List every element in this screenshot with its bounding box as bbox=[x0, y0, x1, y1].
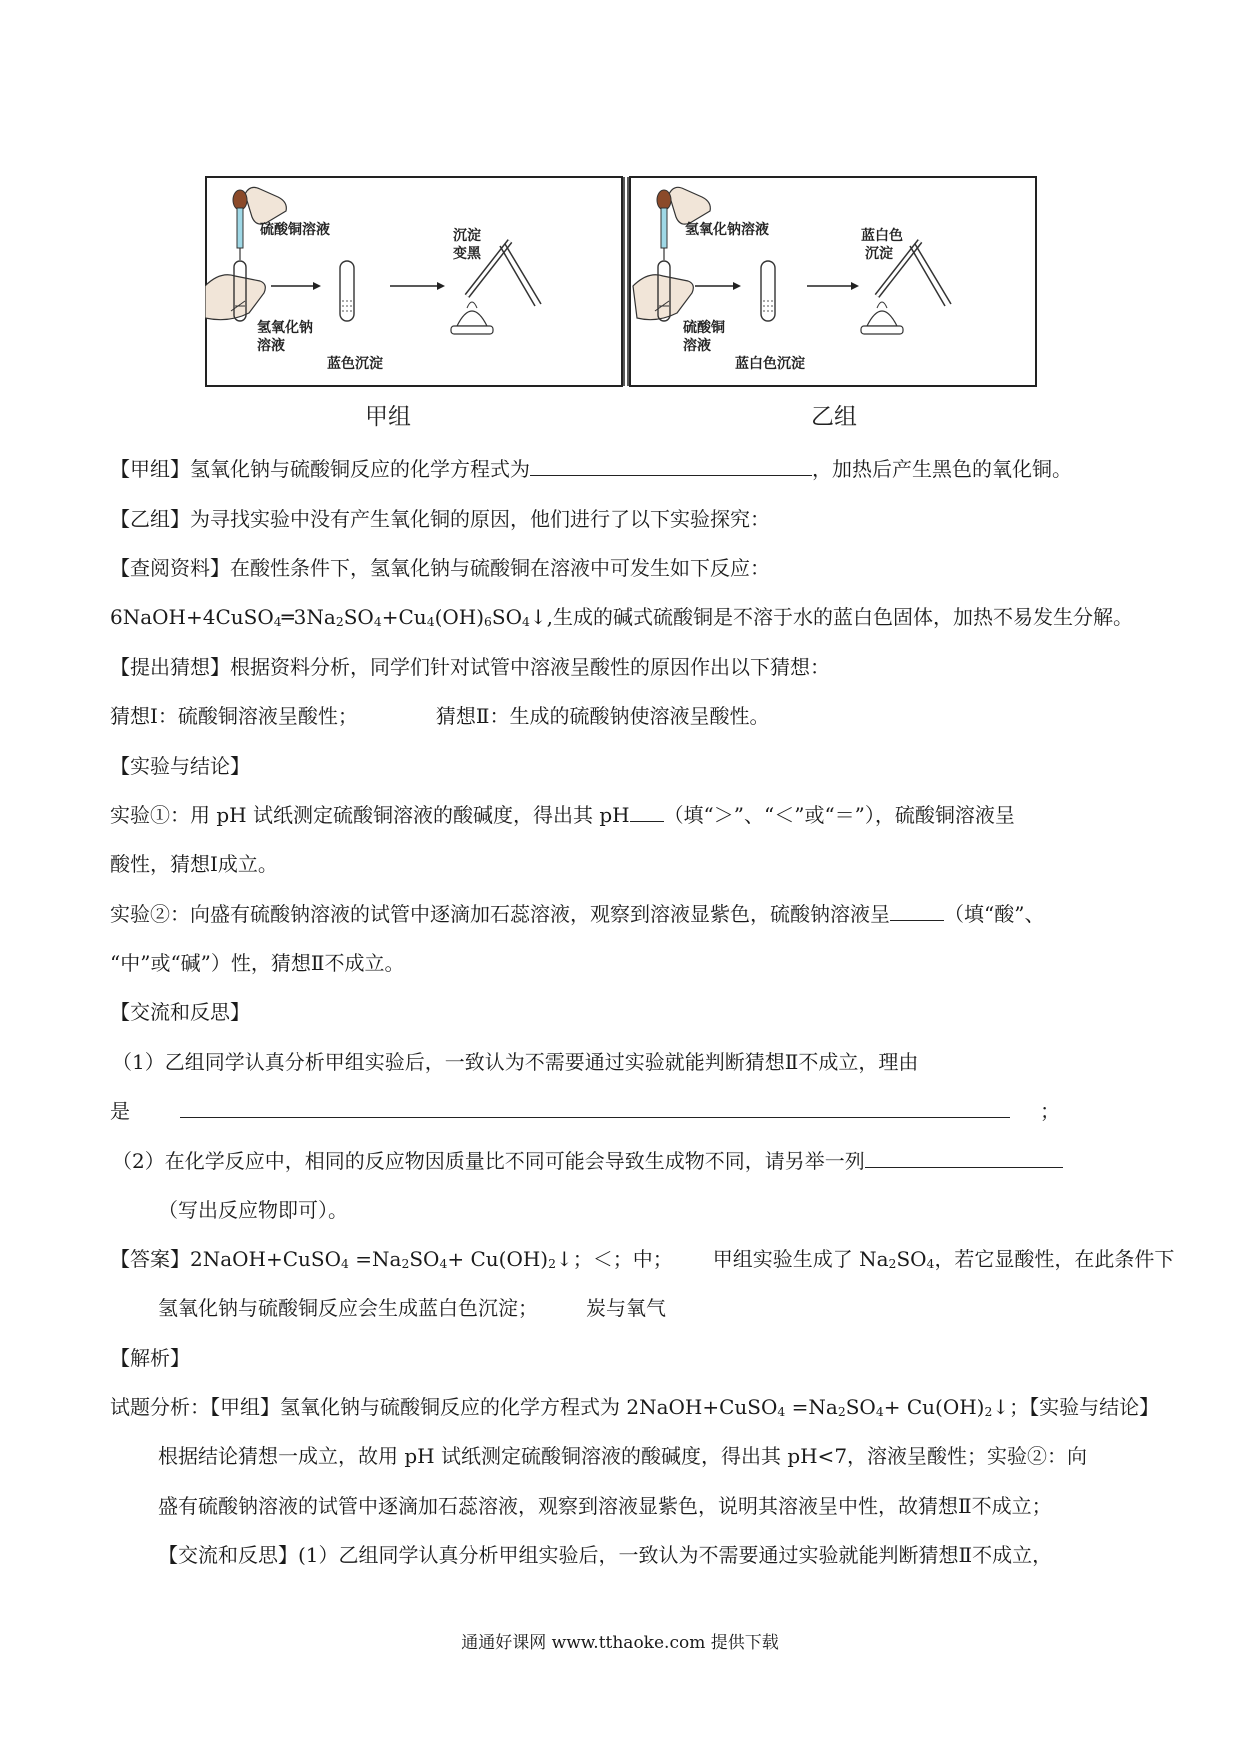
label-solution: 溶液 bbox=[257, 338, 285, 354]
label-precipitate-b: 沉淀 bbox=[865, 246, 893, 262]
text-line-13: （1）乙组同学认真分析甲组实验后，一致认为不需要通过实验就能判断猜想Ⅱ不成立，理由 bbox=[112, 1050, 919, 1074]
text-line-analysis-heading: 【解析】 bbox=[110, 1346, 190, 1370]
text-line-16: （写出反应物即可）。 bbox=[158, 1198, 348, 1222]
footer-text: 通通好课网 www.tthaoke.com 提供下载 bbox=[461, 1633, 779, 1653]
answer-line-1: 【答案】2NaOH+CuSO$_4$ $=Na_2SO_4+$ $Cu(OH)_2↓$；＜；中； 甲组实验生成了 $Na_2SO_4$，若它显酸性，在此条件下 bbox=[110, 1247, 1175, 1271]
answer-blank-reason[interactable] bbox=[180, 1097, 1010, 1118]
group-b-label: 乙组 bbox=[811, 404, 857, 430]
label-turns-black: 变黑 bbox=[453, 246, 481, 262]
text-line-12: 【交流和反思】 bbox=[110, 1000, 250, 1024]
label-cuso4-solution: 硫酸铜溶液 bbox=[260, 222, 330, 238]
text-line-10: 实验②：向盛有硫酸钠溶液的试管中逐滴加石蕊溶液，观察到溶液显紫色，硫酸钠溶液呈 （填“酸”、 bbox=[110, 902, 1045, 926]
label-precipitate: 沉淀 bbox=[453, 228, 481, 244]
text-line-3: 【查阅资料】在酸性条件下，氢氧化钠与硫酸铜在溶液中可发生如下反应： bbox=[110, 556, 770, 580]
right-precipitate-tube bbox=[761, 261, 775, 321]
answer-blank-nature[interactable] bbox=[890, 900, 944, 921]
text-line-8: 实验①：用 pH 试纸测定硫酸铜溶液的酸碱度，得出其 pH （填“＞”、“＜”或“＝”），硫酸铜溶液呈 bbox=[110, 803, 1015, 827]
left-precipitate-tube bbox=[340, 261, 354, 321]
label-naoh: 氢氧化钠 bbox=[257, 320, 313, 336]
label-naoh-solution: 氢氧化钠溶液 bbox=[685, 222, 769, 238]
answer-line-2: 氢氧化钠与硫酸铜反应会生成蓝白色沉淀； 炭与氧气 bbox=[158, 1296, 666, 1320]
analysis-line-3: 盛有硫酸钠溶液的试管中逐滴加石蕊溶液，观察到溶液显紫色，说明其溶液呈中性，故猜想Ⅱ不成立； bbox=[158, 1494, 1052, 1518]
left-test-tube-hand bbox=[205, 261, 265, 321]
text-line-6 bbox=[110, 702, 770, 730]
label-cuso4: 硫酸铜 bbox=[683, 320, 725, 336]
right-test-tube-hand bbox=[633, 261, 693, 321]
text-line-15: （2）在化学反应中，相同的反应物因质量比不同可能会导致生成物不同，请另举一列 bbox=[112, 1147, 1063, 1175]
text-line-9: 酸性，猜想Ⅰ成立。 bbox=[110, 852, 278, 876]
text-line-2: 【乙组】为寻找实验中没有产生氧化铜的原因，他们进行了以下实验探究： bbox=[110, 507, 770, 531]
label-bluewhite: 蓝白色 bbox=[861, 228, 903, 244]
text-line-4-equation: $6NaOH+4CuSO_4═3Na_2SO_4+Cu_4(OH)_6SO_4↓$,生成的碱式硫酸铜是不溶于水的蓝白色固体，加热不易发生分解。 bbox=[110, 605, 1134, 629]
answer-blank-equation[interactable] bbox=[530, 455, 812, 476]
hypothesis-2: 猜想Ⅱ：生成的硫酸钠使溶液呈酸性。 bbox=[435, 704, 770, 728]
text-line-14: 是 ； bbox=[110, 1099, 1060, 1123]
analysis-line-4: 【交流和反思】(1）乙组同学认真分析甲组实验后，一致认为不需要通过实验就能判断猜想Ⅱ不成立， bbox=[158, 1543, 1053, 1567]
answer-blank-ph[interactable] bbox=[630, 801, 664, 822]
text-line-5: 【提出猜想】根据资料分析，同学们针对试管中溶液呈酸性的原因作出以下猜想： bbox=[110, 655, 830, 679]
analysis-line-1: 试题分析：【甲组】氢氧化钠与硫酸铜反应的化学方程式为 2NaOH+CuSO$_4$ $=Na_2SO_4+$ $Cu(OH)_2↓$；【实验与结论】 bbox=[110, 1395, 1160, 1419]
text-line-11: “中”或“碱”）性，猜想Ⅱ不成立。 bbox=[110, 951, 405, 975]
hypothesis-1: 猜想Ⅰ：硫酸铜溶液呈酸性； bbox=[110, 704, 358, 728]
label-solution-b: 溶液 bbox=[683, 338, 711, 354]
answer-blank-example[interactable] bbox=[865, 1147, 1063, 1168]
label-bluewhite-precipitate: 蓝白色沉淀 bbox=[735, 356, 805, 372]
text-line-7: 【实验与结论】 bbox=[110, 754, 250, 778]
label-blue-precipitate: 蓝色沉淀 bbox=[327, 356, 383, 372]
analysis-line-2: 根据结论猜想一成立，故用 pH 试纸测定硫酸铜溶液的酸碱度，得出其 pH<7，溶液呈酸性；实验②：向 bbox=[158, 1444, 1088, 1468]
text-line-1: 【甲组】氢氧化钠与硫酸铜反应的化学方程式为 ，加热后产生黑色的氧化铜。 bbox=[110, 457, 1072, 481]
experiment-figure bbox=[205, 176, 1037, 430]
group-a-label: 甲组 bbox=[365, 404, 411, 430]
